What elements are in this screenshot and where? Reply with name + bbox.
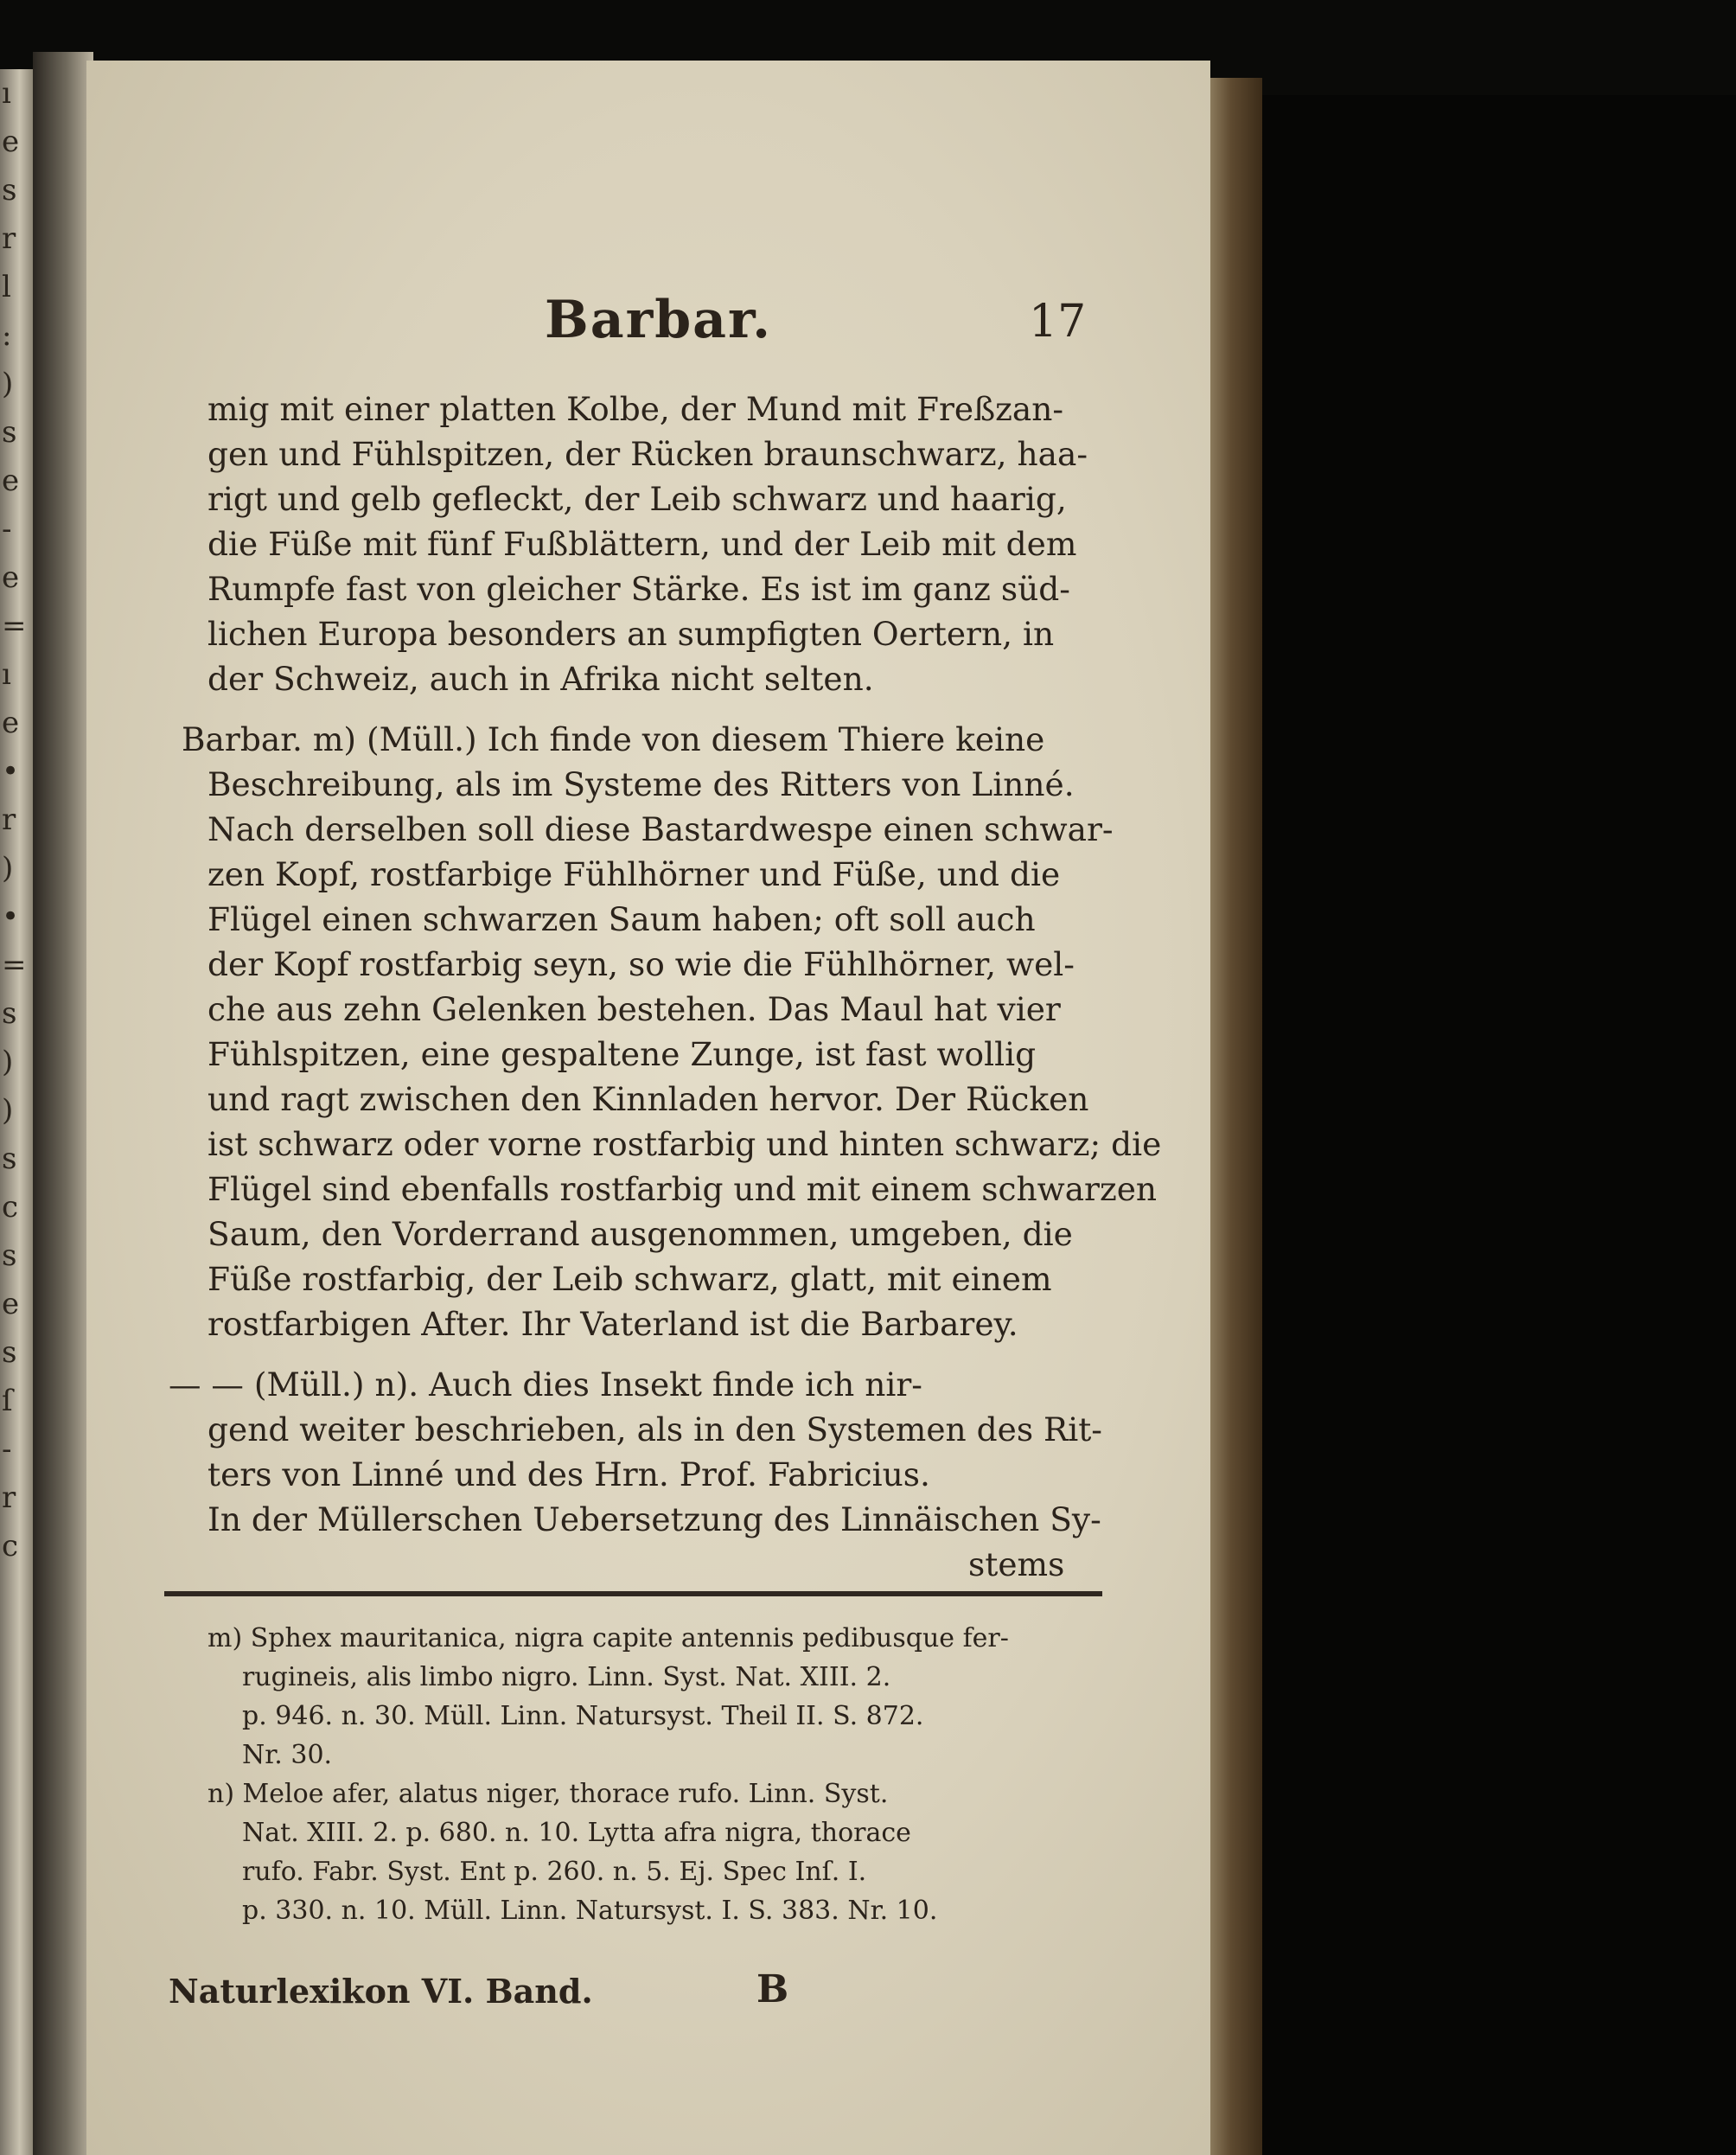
previous-page-char: ) xyxy=(2,851,14,886)
printer-signature: Naturlexikon VI. Band. xyxy=(169,1972,593,2011)
body-line: Fühlspitzen, eine gespaltene Zunge, ist fast wollig xyxy=(207,1035,1037,1073)
previous-page-char: r xyxy=(2,221,16,256)
body-line: mig mit einer platten Kolbe, der Mund mit Freßzan- xyxy=(207,390,1064,428)
previous-page-char: l xyxy=(2,270,11,304)
previous-page-char: s xyxy=(2,996,17,1031)
previous-page-char: ) xyxy=(2,1093,14,1128)
previous-page-char: • xyxy=(2,754,20,789)
gutter-shadow xyxy=(33,52,93,2155)
body-line: Beschreibung, als im Systeme des Ritters von Linné. xyxy=(207,765,1075,803)
page-number: 17 xyxy=(1029,296,1087,348)
previous-page-char: e xyxy=(2,125,20,159)
body-line: stems xyxy=(968,1545,1065,1583)
body-line: Flügel einen schwarzen Saum haben; oft soll auch xyxy=(207,900,1036,938)
body-line: der Kopf rostfarbig seyn, so wie die Fühlhörner, wel- xyxy=(207,945,1075,983)
previous-page-char: e xyxy=(2,1287,20,1321)
previous-page-char: ſ xyxy=(2,1384,13,1418)
body-line: Saum, den Vorderrand ausgenommen, umgeben, die xyxy=(207,1215,1073,1253)
body-line: Nach derselben soll diese Bastardwespe einen schwar- xyxy=(207,810,1114,848)
signature-mark: B xyxy=(756,1967,789,2011)
previous-page-characters xyxy=(2,69,31,2155)
previous-page-char: s xyxy=(2,1238,17,1273)
previous-page-char: - xyxy=(2,512,12,547)
footnote-line: n) Meloe afer, alatus niger, thorace rufo. Linn. Syst. xyxy=(207,1779,889,1809)
footnote-line: rufo. Fabr. Syst. Ent p. 260. n. 5. Ej. Spec Inſ. I. xyxy=(242,1857,867,1887)
body-line: gend weiter beschrieben, als in den Systemen des Rit- xyxy=(207,1410,1102,1448)
previous-page-char: = xyxy=(2,948,27,982)
body-line: In der Müllerschen Uebersetzung des Linnäischen Sy- xyxy=(207,1500,1101,1538)
previous-page-char: c xyxy=(2,1529,19,1563)
previous-page-char: ı xyxy=(2,657,11,692)
previous-page-char: e xyxy=(2,464,20,498)
running-head: Barbar. xyxy=(545,290,773,350)
body-line: die Füße mit fünf Fußblättern, und der Leib mit dem xyxy=(207,525,1077,563)
previous-page-char: - xyxy=(2,1432,12,1467)
body-line: Flügel sind ebenfalls rostfarbig und mit einem schwarzen xyxy=(207,1170,1158,1208)
body-line: ters von Linné und des Hrn. Prof. Fabricius. xyxy=(207,1455,930,1493)
previous-page-char: e xyxy=(2,706,20,740)
body-line: zen Kopf, rostfarbige Fühlhörner und Füße, und die xyxy=(207,855,1061,893)
previous-page-char: s xyxy=(2,173,17,208)
footnote-line: Nat. XIII. 2. p. 680. n. 10. Lytta afra nigra, thorace xyxy=(242,1818,911,1848)
footnote-line: rugineis, alis limbo nigro. Linn. Syst. Nat. XIII. 2. xyxy=(242,1662,891,1692)
body-line: lichen Europa besonders an sumpfigten Oertern, in xyxy=(207,615,1055,653)
footnote-line: p. 330. n. 10. Müll. Linn. Natursyst. I. S. 383. Nr. 10. xyxy=(242,1896,938,1926)
body-line: ist schwarz oder vorne rostfarbig und hinten schwarz; die xyxy=(207,1125,1162,1163)
previous-page-char: = xyxy=(2,609,27,643)
body-line: rostfarbigen After. Ihr Vaterland ist die Barbarey. xyxy=(207,1305,1018,1343)
body-line: Barbar. m) (Müll.) Ich finde von diesem Thiere keine xyxy=(182,720,1045,758)
background xyxy=(1262,95,1736,2155)
body-line: gen und Fühlspitzen, der Rücken braunschwarz, haa- xyxy=(207,435,1088,473)
body-line: Füße rostfarbig, der Leib schwarz, glatt, mit einem xyxy=(207,1260,1052,1298)
body-line: rigt und gelb gefleckt, der Leib schwarz und haarig, xyxy=(207,480,1067,518)
body-line: che aus zehn Gelenken bestehen. Das Maul hat vier xyxy=(207,990,1061,1028)
footnote-line: Nr. 30. xyxy=(242,1740,333,1770)
previous-page-char: ) xyxy=(2,367,14,401)
body-line: Rumpfe fast von gleicher Stärke. Es ist im ganz süd- xyxy=(207,570,1070,608)
previous-page-char: s xyxy=(2,1335,17,1370)
book-page xyxy=(86,61,1210,2155)
footnote-line: p. 946. n. 30. Müll. Linn. Natursyst. Theil II. S. 872. xyxy=(242,1701,924,1731)
book-edge xyxy=(1210,78,1262,2155)
previous-page-char: ı xyxy=(2,76,11,111)
body-line: der Schweiz, auch in Afrika nicht selten. xyxy=(207,660,874,698)
previous-page-char: c xyxy=(2,1190,19,1225)
previous-page-char: e xyxy=(2,560,20,595)
previous-page-char: • xyxy=(2,899,20,934)
footnote-separator xyxy=(164,1591,1102,1596)
previous-page-char: r xyxy=(2,803,16,837)
previous-page-edge xyxy=(0,69,33,2155)
previous-page-char: s xyxy=(2,1141,17,1176)
previous-page-char: s xyxy=(2,415,17,450)
footnote-line: m) Sphex mauritanica, nigra capite antennis pedibusque fer- xyxy=(207,1623,1009,1653)
body-line: und ragt zwischen den Kinnladen hervor. Der Rücken xyxy=(207,1080,1089,1118)
previous-page-char: r xyxy=(2,1480,16,1515)
body-line: — — (Müll.) n). Auch dies Insekt finde ich nir- xyxy=(169,1365,922,1404)
previous-page-char: : xyxy=(2,318,12,353)
previous-page-char: ) xyxy=(2,1045,14,1079)
